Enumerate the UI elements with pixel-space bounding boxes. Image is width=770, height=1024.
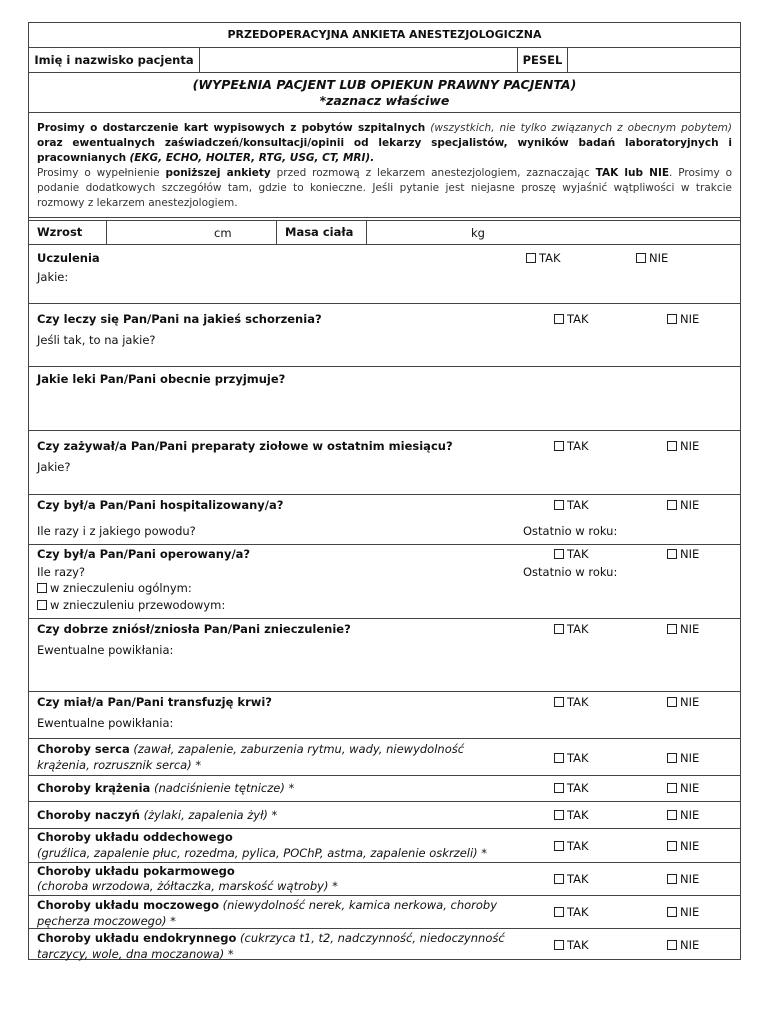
no-label: NIE bbox=[680, 751, 700, 765]
operated-question: Czy był/a Pan/Pani operowany/a? bbox=[37, 547, 251, 561]
heart-yes[interactable] bbox=[554, 751, 589, 765]
checkbox-icon bbox=[554, 810, 564, 820]
intro2-a: Prosimy o wypełnienie bbox=[37, 167, 160, 179]
operated-last-year: Ostatnio w roku: bbox=[523, 565, 618, 579]
intro2-b: przed rozmową z lekarzem anestezjologiem, zaznaczając bbox=[276, 167, 590, 179]
hospital-row bbox=[29, 495, 740, 545]
heart-question bbox=[37, 741, 477, 773]
no-label: NIE bbox=[680, 312, 700, 326]
no-label: NIE bbox=[680, 439, 700, 453]
checkbox-icon bbox=[636, 253, 646, 263]
yes-label: TAK bbox=[567, 872, 589, 886]
measurements-row bbox=[29, 220, 740, 245]
vessels-row bbox=[29, 802, 740, 829]
height-unit: cm bbox=[214, 226, 232, 240]
intro2-bold: poniższej ankiety bbox=[165, 167, 271, 179]
hospital-yes[interactable] bbox=[554, 498, 589, 512]
operated-row bbox=[29, 545, 740, 619]
endocrine-yes[interactable] bbox=[554, 938, 589, 952]
checkbox-icon bbox=[554, 753, 564, 763]
intro2-c: . Prosimy o podanie dodatkowych szczegółów tam, gdzie to konieczne. Jeśli pytanie jest niejasne proszę wyjaśnić wątpliwości w trakcie rozmowy z lekarzem anestezjologiem. bbox=[37, 167, 733, 209]
treated-row bbox=[29, 304, 740, 367]
circulation-title: Choroby krążenia bbox=[37, 781, 151, 795]
mass-field[interactable] bbox=[366, 221, 742, 244]
general-anesthesia-label: w znieczuleniu ogólnym: bbox=[50, 581, 192, 595]
endocrine-title: Choroby układu endokrynnego bbox=[37, 931, 237, 945]
yes-label: TAK bbox=[567, 938, 589, 952]
yes-label: TAK bbox=[567, 839, 589, 853]
heart-title: Choroby serca bbox=[37, 742, 130, 756]
herbal-yes[interactable] bbox=[554, 439, 589, 453]
digestive-yes[interactable] bbox=[554, 872, 589, 886]
endocrine-row bbox=[29, 929, 740, 961]
checkbox-icon bbox=[667, 753, 677, 763]
circulation-question bbox=[37, 781, 294, 795]
checkbox-icon bbox=[554, 874, 564, 884]
checkbox-icon bbox=[667, 697, 677, 707]
checkbox-icon bbox=[667, 841, 677, 851]
patient-identity-row bbox=[29, 48, 740, 73]
urinary-question bbox=[37, 897, 507, 929]
yes-label: TAK bbox=[539, 251, 561, 265]
checkbox-icon bbox=[37, 600, 47, 610]
operated-yes[interactable] bbox=[554, 547, 589, 561]
endocrine-question bbox=[37, 930, 507, 962]
yes-label: TAK bbox=[567, 439, 589, 453]
allergy-question: Uczulenia bbox=[37, 251, 100, 265]
checkbox-icon bbox=[667, 624, 677, 634]
pesel-field[interactable] bbox=[567, 48, 742, 72]
heart-desc: (zawał, zapalenie, zaburzenia rytmu, wady, niewydolność krążenia, rozrusznik serca) * bbox=[37, 742, 465, 772]
checkbox-icon bbox=[667, 314, 677, 324]
allergy-row bbox=[29, 245, 740, 304]
no-label: NIE bbox=[680, 839, 700, 853]
checkbox-icon bbox=[526, 253, 536, 263]
yes-label: TAK bbox=[567, 905, 589, 919]
no-label: NIE bbox=[680, 547, 700, 561]
vessels-yes[interactable] bbox=[554, 808, 589, 822]
checkbox-icon bbox=[667, 874, 677, 884]
digestive-desc: (choroba wrzodowa, żółtaczka, marskość wątroby) * bbox=[37, 879, 338, 893]
anesthesia-question: Czy dobrze zniósł/zniosła Pan/Pani znieczulenie? bbox=[37, 622, 351, 636]
intro-bold-2: oraz ewentualnych zaświadczeń/konsultacji/opinii od lekarzy specjalistów, wyników badań laboratoryjnych i pracownianych bbox=[37, 137, 732, 164]
herbal-question: Czy zażywał/a Pan/Pani preparaty ziołowe w ostatnim miesiącu? bbox=[37, 439, 453, 453]
hospital-last-year: Ostatnio w roku: bbox=[523, 524, 618, 538]
treated-no[interactable] bbox=[667, 312, 699, 326]
respiratory-row bbox=[29, 829, 740, 863]
operated-general[interactable] bbox=[37, 581, 192, 595]
vessels-desc: (żylaki, zapalenia żył) * bbox=[143, 808, 278, 822]
vessels-no[interactable] bbox=[667, 808, 699, 822]
fill-note: (WYPEŁNIA PACJENT LUB OPIEKUN PRAWNY PACJENTA) bbox=[192, 77, 577, 92]
checkbox-icon bbox=[667, 549, 677, 559]
no-label: NIE bbox=[649, 251, 669, 265]
checkbox-icon bbox=[554, 940, 564, 950]
checkbox-icon bbox=[554, 500, 564, 510]
allergy-sub: Jakie: bbox=[37, 270, 69, 284]
digestive-title: Choroby układu pokarmowego bbox=[37, 864, 235, 878]
anesthesia-row bbox=[29, 619, 740, 692]
anesthesia-yes[interactable] bbox=[554, 622, 589, 636]
treated-question: Czy leczy się Pan/Pani na jakieś schorzenia? bbox=[37, 312, 322, 326]
respiratory-desc: (gruźlica, zapalenie płuc, rozedma, pylica, POChP, astma, zapalenie oskrzeli) * bbox=[37, 846, 488, 860]
digestive-row bbox=[29, 863, 740, 896]
intro-row bbox=[29, 113, 740, 218]
yes-label: TAK bbox=[567, 312, 589, 326]
respiratory-no[interactable] bbox=[667, 839, 699, 853]
no-label: NIE bbox=[680, 695, 700, 709]
transfusion-row bbox=[29, 692, 740, 739]
checkbox-icon bbox=[554, 907, 564, 917]
no-label: NIE bbox=[680, 781, 700, 795]
urinary-no[interactable] bbox=[667, 905, 699, 919]
hospital-question: Czy był/a Pan/Pani hospitalizowany/a? bbox=[37, 498, 284, 512]
height-label: Wzrost bbox=[37, 225, 83, 239]
intro-paragraph-2 bbox=[37, 166, 732, 211]
heart-row bbox=[29, 739, 740, 776]
anesthesia-questionnaire-form bbox=[28, 22, 741, 960]
heart-no[interactable] bbox=[667, 751, 699, 765]
respiratory-yes[interactable] bbox=[554, 839, 589, 853]
mass-unit: kg bbox=[471, 226, 485, 240]
yes-label: TAK bbox=[567, 781, 589, 795]
no-label: NIE bbox=[680, 872, 700, 886]
meds-question: Jakie leki Pan/Pani obecnie przyjmuje? bbox=[37, 372, 286, 386]
patient-name-label: Imię i nazwisko pacjenta bbox=[34, 53, 194, 67]
digestive-no[interactable] bbox=[667, 872, 699, 886]
operated-sub: Ile razy? bbox=[37, 565, 86, 579]
intro-paragraph-1 bbox=[37, 121, 732, 166]
fill-note-row bbox=[29, 73, 740, 113]
transfusion-yes[interactable] bbox=[554, 695, 589, 709]
mark-note: *zaznacz właściwe bbox=[319, 93, 450, 108]
transfusion-no[interactable] bbox=[667, 695, 699, 709]
checkbox-icon bbox=[667, 441, 677, 451]
yes-label: TAK bbox=[567, 622, 589, 636]
circulation-desc: (nadciśnienie tętnicze) * bbox=[153, 781, 295, 795]
anesthesia-sub: Ewentualne powikłania: bbox=[37, 643, 174, 657]
urinary-title: Choroby układu moczowego bbox=[37, 898, 219, 912]
checkbox-icon bbox=[554, 314, 564, 324]
anesthesia-no[interactable] bbox=[667, 622, 699, 636]
checkbox-icon bbox=[554, 624, 564, 634]
respiratory-title: Choroby układu oddechowego bbox=[37, 830, 233, 844]
hospital-no[interactable] bbox=[667, 498, 699, 512]
operated-regional[interactable] bbox=[37, 598, 225, 612]
vessels-title: Choroby naczyń bbox=[37, 808, 140, 822]
circulation-yes[interactable] bbox=[554, 781, 589, 795]
regional-anesthesia-label: w znieczuleniu przewodowym: bbox=[50, 598, 226, 612]
no-label: NIE bbox=[680, 808, 700, 822]
no-label: NIE bbox=[680, 498, 700, 512]
checkbox-icon bbox=[554, 441, 564, 451]
yes-label: TAK bbox=[567, 695, 589, 709]
herbal-row bbox=[29, 431, 740, 495]
yes-label: TAK bbox=[567, 498, 589, 512]
allergy-no[interactable] bbox=[636, 251, 668, 265]
operated-no[interactable] bbox=[667, 547, 699, 561]
checkbox-icon bbox=[667, 907, 677, 917]
intro-italic-1: (wszystkich, nie tylko związanych z obecnym pobytem) bbox=[430, 122, 732, 134]
checkbox-icon bbox=[554, 841, 564, 851]
allergy-yes[interactable] bbox=[526, 251, 561, 265]
treated-yes[interactable] bbox=[554, 312, 589, 326]
herbal-sub: Jakie? bbox=[37, 460, 71, 474]
checkbox-icon bbox=[554, 697, 564, 707]
no-label: NIE bbox=[680, 622, 700, 636]
checkbox-icon bbox=[667, 500, 677, 510]
circulation-row bbox=[29, 776, 740, 802]
checkbox-icon bbox=[37, 583, 47, 593]
checkbox-icon bbox=[667, 783, 677, 793]
form-title: PRZEDOPERACYJNA ANKIETA ANESTEZJOLOGICZNA bbox=[29, 23, 740, 48]
yes-label: TAK bbox=[567, 751, 589, 765]
endocrine-no[interactable] bbox=[667, 938, 699, 952]
checkbox-icon bbox=[554, 549, 564, 559]
intro2-bold2: TAK lub NIE bbox=[595, 167, 670, 179]
checkbox-icon bbox=[667, 810, 677, 820]
pesel-label: PESEL bbox=[517, 48, 567, 72]
yes-label: TAK bbox=[567, 547, 589, 561]
herbal-no[interactable] bbox=[667, 439, 699, 453]
height-field[interactable] bbox=[106, 221, 276, 244]
urinary-row bbox=[29, 896, 740, 929]
intro-italic-2: (EKG, ECHO, HOLTER, RTG, USG, CT, MRI). bbox=[129, 152, 375, 164]
meds-row bbox=[29, 367, 740, 431]
intro-bold-1: Prosimy o dostarczenie kart wypisowych z pobytów szpitalnych bbox=[37, 122, 426, 134]
no-label: NIE bbox=[680, 938, 700, 952]
vessels-question bbox=[37, 808, 277, 822]
treated-sub: Jeśli tak, to na jakie? bbox=[37, 333, 156, 347]
circulation-no[interactable] bbox=[667, 781, 699, 795]
mass-label: Masa ciała bbox=[276, 221, 366, 244]
transfusion-sub: Ewentualne powikłania: bbox=[37, 716, 174, 730]
urinary-desc: (niewydolność nerek, kamica nerkowa, choroby pęcherza moczowego) * bbox=[37, 898, 498, 928]
checkbox-icon bbox=[667, 940, 677, 950]
urinary-yes[interactable] bbox=[554, 905, 589, 919]
patient-name-field[interactable] bbox=[199, 48, 517, 72]
transfusion-question: Czy miał/a Pan/Pani transfuzję krwi? bbox=[37, 695, 272, 709]
yes-label: TAK bbox=[567, 808, 589, 822]
no-label: NIE bbox=[680, 905, 700, 919]
hospital-sub: Ile razy i z jakiego powodu? bbox=[37, 524, 196, 538]
endocrine-desc: (cukrzyca t1, t2, nadczynność, niedoczynność tarczycy, wole, dna moczanowa) * bbox=[37, 931, 505, 961]
checkbox-icon bbox=[554, 783, 564, 793]
